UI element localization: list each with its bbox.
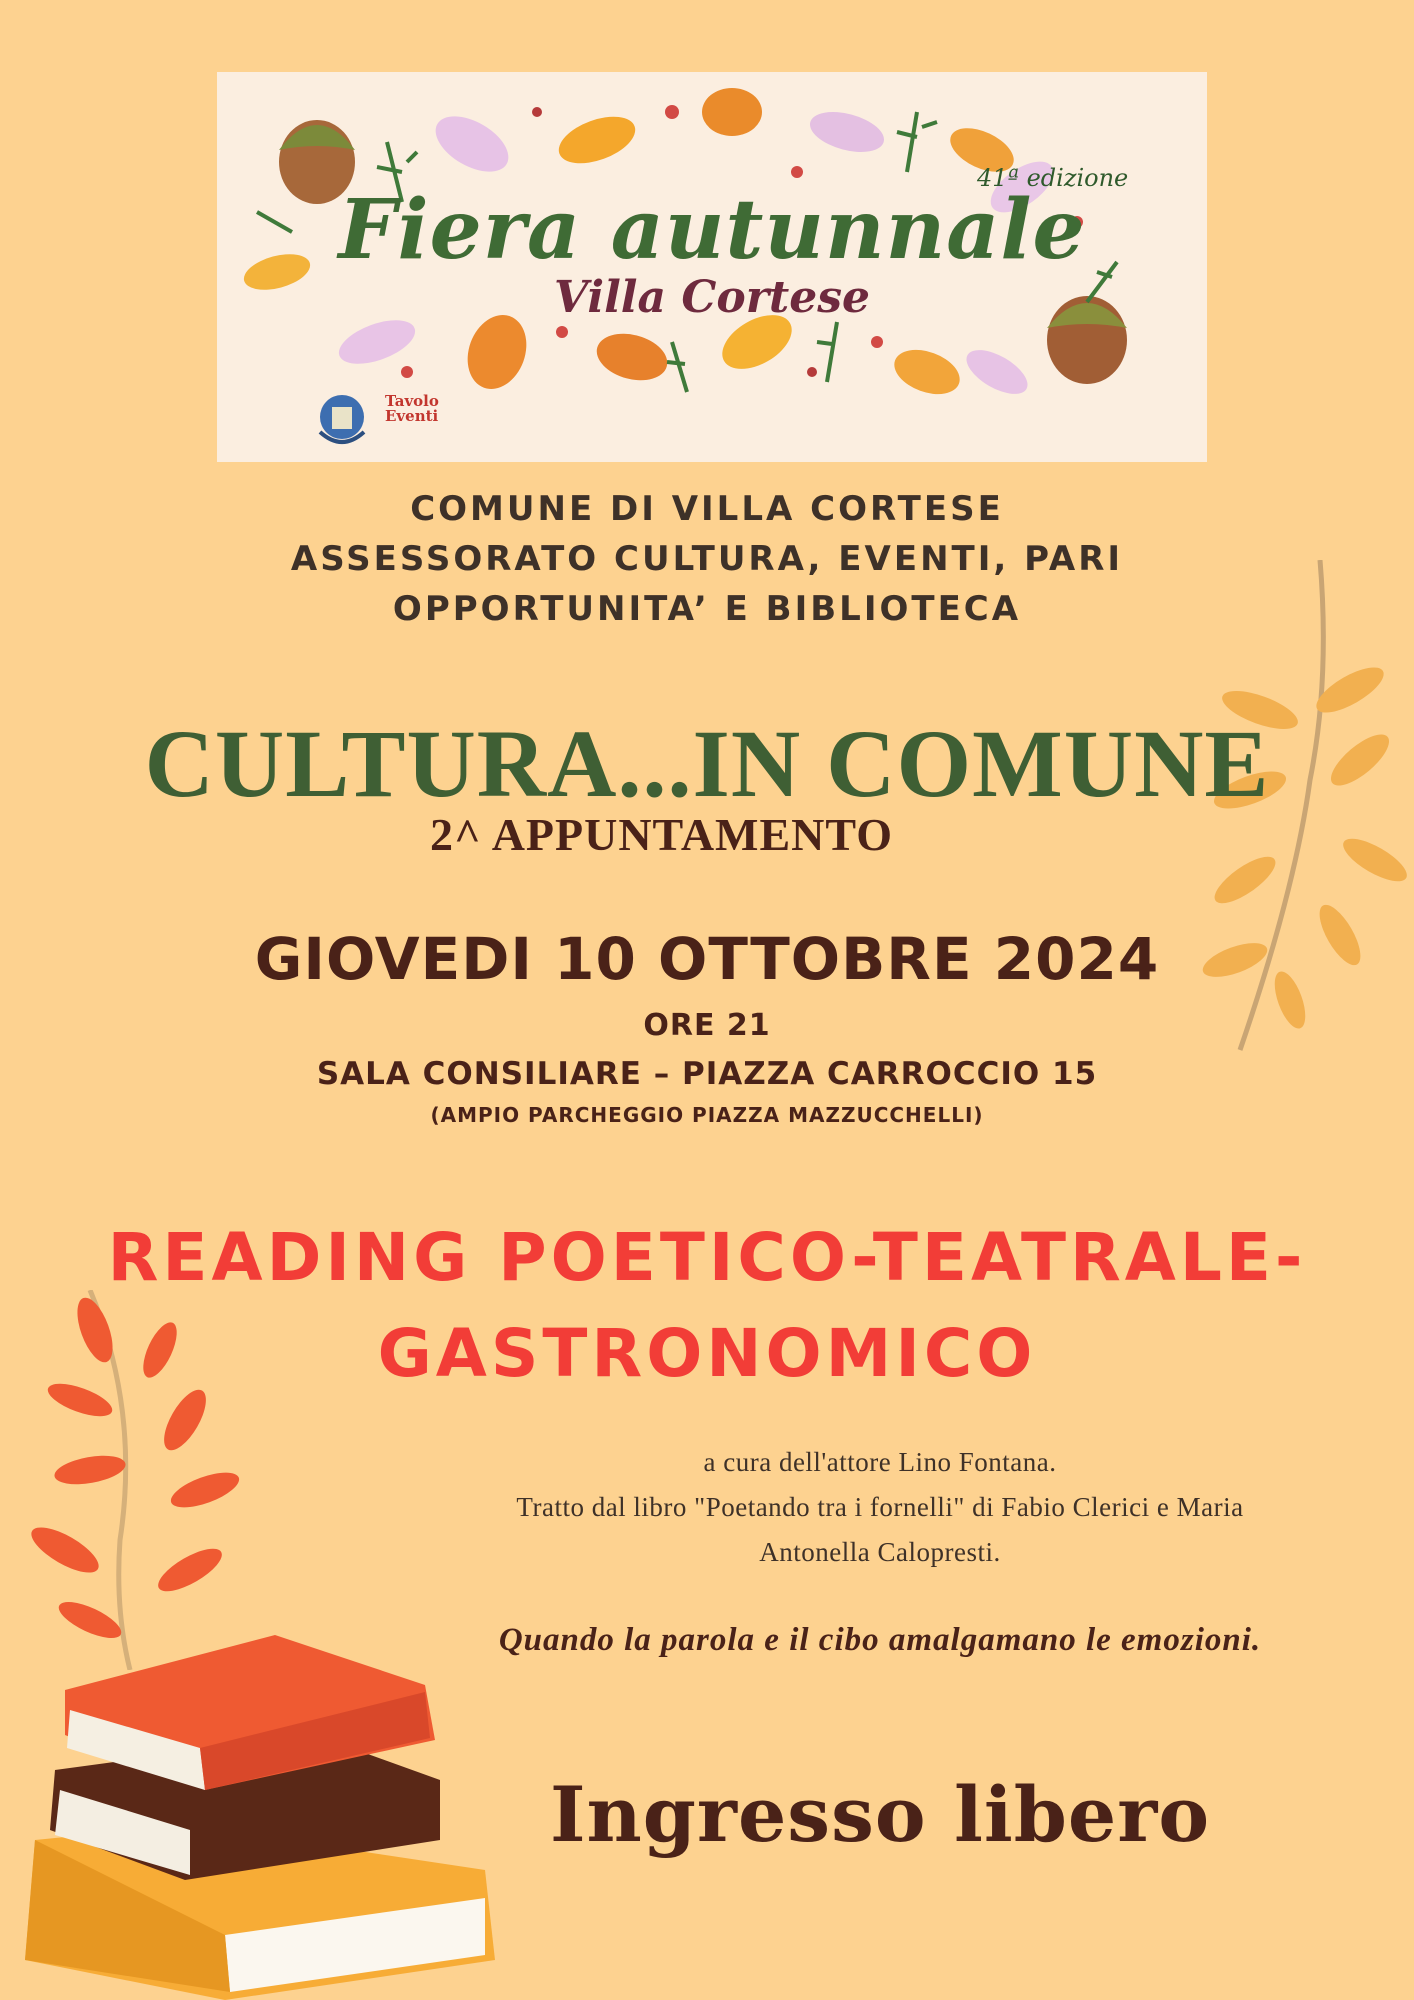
parking-note: (AMPIO PARCHEGGIO PIAZZA MAZZUCCHELLI) [430,1103,984,1127]
event-name-line-2: GASTRONOMICO [377,1315,1037,1392]
tavolo-eventi-logo [385,394,439,424]
event-quote: Quando la parola e il cibo amalgamano le emozioni. [498,1622,1262,1658]
series-title: CULTURA...IN COMUNE [144,710,1270,817]
edition-label: 41ª edizione [977,164,1129,192]
event-place: SALA CONSILIARE – PIAZZA CARROCCIO 15 [316,1056,1098,1092]
organizer-line-2: ASSESSORATO CULTURA, EVENTI, PARI [290,539,1124,579]
series-subtitle: 2^ APPUNTAMENTO [430,809,893,860]
header-banner [217,72,1207,462]
event-date: GIOVEDI 10 OTTOBRE 2024 [254,925,1160,993]
organizer-line-3: OPPORTUNITA’ E BIBLIOTECA [392,589,1022,629]
free-entry: Ingresso libero [549,1770,1211,1859]
fair-title: Fiera autunnale [338,182,1086,278]
logo-line-2: Eventi [385,407,439,425]
book-stack-icon [25,1630,495,2000]
leafy-branch-icon [20,1290,260,1670]
event-name-line-1: READING POETICO-TEATRALE- [107,1219,1307,1296]
crest-icon [320,395,364,442]
fair-location: Villa Cortese [554,272,870,323]
description-line-1: a cura dell'attore Lino Fontana. [703,1447,1057,1477]
event-time: ORE 21 [643,1008,771,1043]
organizer-line-1: COMUNE DI VILLA CORTESE [410,489,1004,529]
description-line-3: Antonella Calopresti. [759,1537,1001,1567]
description-line-2: Tratto dal libro "Poetando tra i fornelli" di Fabio Clerici e Maria [516,1492,1244,1522]
logo-line-1: Tavolo [385,392,439,410]
event-description [380,1440,1380,1575]
